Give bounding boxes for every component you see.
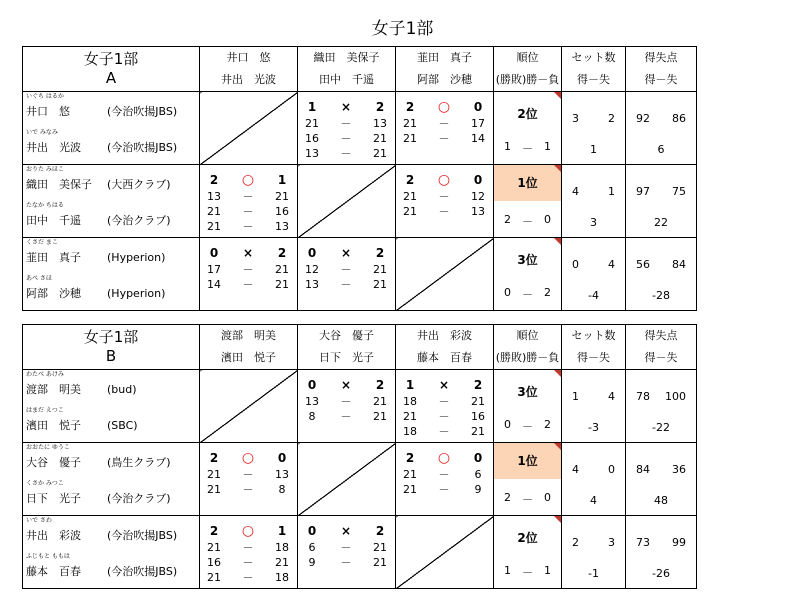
match-result-cell [396,165,494,238]
player-name: 藤本 百春 [26,565,81,578]
match-score: 0 × 2 [307,246,385,260]
game-score: 13 － 21 [305,278,387,291]
loss-mark-icon: × [242,246,254,260]
win-mark-icon: ○ [241,172,255,188]
points-cell: 92 86 6 [626,92,697,165]
points-header: 得失点 得－失 [626,47,697,92]
player-name: 日下 光子 [26,492,81,505]
comment-marker-icon [554,238,561,245]
rank-cell: 2位 1 － 1 [494,92,562,165]
club-name: (今治吹揚JBS) [107,141,178,154]
game-score: 21 － 6 [403,468,482,481]
furigana: たなか ちはる [26,202,64,209]
sets-header: セット数 得－失 [562,325,626,370]
furigana: あべ さほ [26,275,52,282]
win-mark-icon: ○ [437,99,451,115]
game-score: 21 － 13 [207,220,289,233]
comment-marker-icon [554,165,561,172]
rank-cell: 1位 2 － 0 [494,165,562,238]
match-score: 2 ○ 1 [209,523,287,539]
rank-cell: 1位 2 － 0 [494,443,562,516]
losses: 0 [544,491,551,504]
player-name: 濱田 悦子 [26,419,81,432]
table-row [23,165,697,238]
player-name: 渡部 明美 [26,383,81,396]
league-table-a [22,46,697,311]
furigana: わたべ あけみ [26,371,64,378]
match-score: 0 × 2 [209,246,287,260]
win-mark-icon: ○ [437,450,451,466]
match-result-cell [200,516,298,589]
game-score: 21 － 14 [403,132,485,145]
furigana: ふじもと ももは [26,553,70,560]
losses: 1 [544,140,551,153]
furigana: いぐち はるか [26,93,64,100]
game-score: 21 － 16 [403,410,485,423]
furigana: いで さわ [26,517,52,524]
furigana: はまだ えつこ [26,407,64,414]
losses: 0 [544,213,551,226]
game-score: 18 － 21 [403,395,485,408]
wins: 1 [504,140,511,153]
table-row [23,370,697,443]
game-score: 16 － 21 [305,132,387,145]
player-name: 韮田 真子 [26,251,81,264]
comment-marker-icon [554,92,561,99]
match-result-cell [396,92,494,165]
rank-cell: 3位 0 － 2 [494,238,562,311]
group-letter: B [105,347,117,365]
club-name: (bud) [107,383,137,396]
furigana: くさか みつこ [26,480,64,487]
game-score: 13 － 21 [207,190,289,203]
losses: 1 [544,564,551,577]
self-match-cell [200,92,298,165]
game-score: 21 － 18 [207,541,289,554]
player-name: 井出 光波 [26,141,81,154]
game-score: 14 － 21 [207,278,289,291]
points-cell: 84 36 48 [626,443,697,516]
game-score: 21 － 13 [403,205,485,218]
wins: 2 [504,213,511,226]
group-letter: A [105,69,117,87]
match-result-cell [200,238,298,311]
sets-header: セット数 得－失 [562,47,626,92]
match-score: 2 ○ 0 [405,99,483,115]
player-name: 井出 彩波 [26,529,81,542]
game-score: 21 － 13 [207,468,289,481]
furigana: おおたに ゆうこ [26,444,70,451]
game-score: 12 － 21 [305,263,387,276]
rank-label: 3位 [517,385,538,399]
match-score: 0 × 2 [307,378,385,392]
player-name: 織田 美保子 [26,178,92,191]
wins: 0 [504,286,511,299]
game-score: 13 － 21 [305,395,387,408]
game-score: 6 － 21 [308,541,387,554]
points-cell: 73 99 -26 [626,516,697,589]
table-row [23,443,697,516]
game-score: 17 － 21 [207,263,289,276]
group-header: 女子1部 A [23,47,200,92]
win-mark-icon: ○ [241,450,255,466]
game-score: 21 － 8 [207,483,286,496]
furigana: いで みなみ [26,129,58,136]
match-score: 2 ○ 0 [405,172,483,188]
club-name: (今治吹揚JBS) [107,565,178,578]
rank-cell: 3位 0 － 2 [494,370,562,443]
opponent-header: 韮田 真子 阿部 沙穂 [396,47,494,92]
game-score: 13 － 21 [305,147,387,160]
player-name: 阿部 沙穂 [26,287,81,300]
player-name: 大谷 優子 [26,456,81,469]
league-table-b [22,324,697,589]
game-score: 21 － 12 [403,190,485,203]
sets-cell: 1 4 -3 [562,370,626,443]
game-score: 21 － 18 [207,571,289,584]
win-mark-icon: ○ [437,172,451,188]
rank-label: 2位 [517,531,538,545]
rank-header: 順位 (勝敗)勝－負 [494,325,562,370]
match-result-cell [200,165,298,238]
club-name: (鳥生クラブ) [107,456,171,469]
comment-marker-icon [554,516,561,523]
match-score: 2 ○ 1 [209,172,287,188]
game-score: 16 － 21 [207,556,289,569]
pair-cell [23,238,200,311]
sets-cell: 4 1 3 [562,165,626,238]
opponent-header: 渡部 明美 濱田 悦子 [200,325,298,370]
pair-cell [23,443,200,516]
loss-mark-icon: × [340,100,352,114]
club-name: (今治クラブ) [107,214,171,227]
club-name: (SBC) [107,419,138,432]
match-result-cell [298,370,396,443]
sets-cell: 0 4 -4 [562,238,626,311]
rank-label: 2位 [517,107,538,121]
game-score: 21 － 17 [403,117,485,130]
comment-marker-icon [554,443,561,450]
player-name: 井口 悠 [26,105,70,118]
rank-label: 1位 [517,176,538,190]
game-score: 9 － 21 [308,556,387,569]
self-match-cell [200,370,298,443]
table-row [23,516,697,589]
club-name: (Hyperion) [107,287,166,300]
group-header: 女子1部 B [23,325,200,370]
match-result-cell [298,92,396,165]
losses: 2 [544,286,551,299]
match-score: 2 ○ 0 [209,450,287,466]
game-score: 8 － 21 [308,410,387,423]
sets-cell: 2 3 -1 [562,516,626,589]
club-name: (今治吹揚JBS) [107,529,178,542]
match-result-cell [298,516,396,589]
opponent-header: 大谷 優子 日下 光子 [298,325,396,370]
losses: 2 [544,418,551,431]
game-score: 18 － 21 [403,425,485,438]
table-row [23,238,697,311]
match-score: 1 × 2 [307,100,385,114]
pair-cell [23,92,200,165]
game-score: 21 － 13 [305,117,387,130]
furigana: おりた みほこ [26,166,64,173]
wins: 2 [504,491,511,504]
club-name: (大西クラブ) [107,178,171,191]
points-cell: 56 84 -28 [626,238,697,311]
points-header: 得失点 得－失 [626,325,697,370]
rank-cell: 2位 1 － 1 [494,516,562,589]
wins: 1 [504,564,511,577]
rank-label: 3位 [517,253,538,267]
match-score: 1 × 2 [405,378,483,392]
club-name: (今治クラブ) [107,492,171,505]
club-name: (今治吹揚JBS) [107,105,178,118]
match-score: 2 ○ 0 [405,450,483,466]
self-match-cell [396,238,494,311]
match-result-cell [298,238,396,311]
loss-mark-icon: × [438,378,450,392]
page-title: 女子1部 [371,19,434,39]
win-mark-icon: ○ [241,523,255,539]
wins: 0 [504,418,511,431]
opponent-header: 織田 美保子 田中 千遥 [298,47,396,92]
opponent-header: 井口 悠 井出 光波 [200,47,298,92]
game-score: 21 － 16 [207,205,289,218]
self-match-cell [396,516,494,589]
match-result-cell [396,370,494,443]
table-row [23,92,697,165]
self-match-cell [298,443,396,516]
loss-mark-icon: × [340,378,352,392]
club-name: (Hyperion) [107,251,166,264]
comment-marker-icon [554,370,561,377]
sets-cell: 4 0 4 [562,443,626,516]
furigana: くさだ まこ [26,239,58,246]
loss-mark-icon: × [340,524,352,538]
points-cell: 78 100 -22 [626,370,697,443]
rank-header: 順位 (勝敗)勝－負 [494,47,562,92]
rank-label: 1位 [517,454,538,468]
pair-cell [23,516,200,589]
match-result-cell [396,443,494,516]
self-match-cell [298,165,396,238]
game-score: 21 － 9 [403,483,482,496]
player-name: 田中 千遥 [26,214,81,227]
match-result-cell [200,443,298,516]
sets-cell: 3 2 1 [562,92,626,165]
match-score: 0 × 2 [307,524,385,538]
pair-cell [23,165,200,238]
opponent-header: 井出 彩波 藤本 百春 [396,325,494,370]
pair-cell [23,370,200,443]
loss-mark-icon: × [340,246,352,260]
points-cell: 97 75 22 [626,165,697,238]
